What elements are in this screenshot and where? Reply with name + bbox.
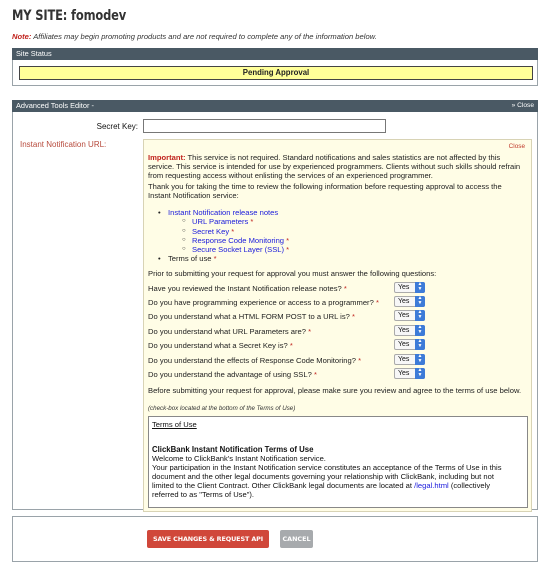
ssl-link[interactable]: Secure Socket Layer (SSL) <box>192 245 285 255</box>
list-item <box>182 245 458 254</box>
terms-of-use-link[interactable]: Terms of Use <box>152 420 197 429</box>
list-item <box>182 227 458 236</box>
thanks-paragraph: Thank you for taking the time to review the following information before requesting approval to access the Instant Notification service: <box>148 182 502 200</box>
secret-key-input[interactable] <box>143 119 386 133</box>
question-text: Do you understand what URL Parameters are? * <box>148 327 312 336</box>
list-item <box>182 236 458 245</box>
important-text: This service is not required. Standard notifications and sales statistics are not affected by this service. This service is intended for use by experienced programmers. Clients without such skills should refrain from requesting access without enlisting the services of an experienced programmer. <box>148 153 521 180</box>
sub-list <box>182 217 458 254</box>
terms-line: referred to as "Terms of Use"). <box>152 490 255 499</box>
question-row <box>148 339 528 351</box>
answer-select[interactable]: Yes ▲ ▼ <box>394 310 425 321</box>
select-arrows-icon: ▲ ▼ <box>415 282 425 293</box>
url-parameters-link[interactable]: URL Parameters <box>192 217 249 227</box>
required-mark: * <box>213 254 217 264</box>
terms-of-use-item: Terms of use <box>168 254 212 264</box>
select-arrows-icon: ▲ ▼ <box>415 354 425 365</box>
before-paragraph: Before submitting your request for approval, please make sure you review and agree to the terms of use below. <box>148 386 522 395</box>
advanced-tools-title: Advanced Tools Editor - <box>16 101 94 110</box>
terms-line: Your participation in the Instant Notification service constitutes an acceptance of the Terms of Use in this <box>152 463 502 472</box>
note-label: Note: <box>12 32 32 41</box>
save-request-api-button[interactable]: SAVE CHANGES & REQUEST API ACCESS <box>147 530 269 548</box>
terms-line: limited to the Client Contract. Other ClickBank legal documents are located at /legal.html (collectively <box>152 481 491 490</box>
secret-key-link[interactable]: Secret Key <box>192 226 230 236</box>
terms-welcome: Welcome to ClickBank's Instant Notification service. <box>152 454 326 463</box>
select-arrows-icon: ▲ ▼ <box>415 325 425 336</box>
response-code-monitoring-link[interactable]: Response Code Monitoring <box>192 235 285 245</box>
question-text: Do you understand what a HTML FORM POST to a URL is? * <box>148 312 355 321</box>
site-status-header <box>12 48 538 60</box>
important-label: Important: <box>148 153 186 162</box>
prior-paragraph: Prior to submitting your request for approval you must answer the following questions: <box>148 269 437 278</box>
select-arrows-icon: ▲ ▼ <box>415 339 425 350</box>
secret-key-label: Secret Key: <box>96 122 138 131</box>
answer-select[interactable]: Yes ▲ ▼ <box>394 296 425 307</box>
instant-notification-info-panel <box>143 139 532 512</box>
question-row <box>148 354 528 366</box>
answer-select[interactable]: Yes ▲ ▼ <box>394 282 425 293</box>
instant-notification-url-label: Instant Notification URL: <box>20 140 107 149</box>
page-title: MY SITE: fomodev <box>12 8 127 24</box>
requirements-list <box>158 208 458 264</box>
list-item <box>158 208 458 254</box>
required-mark: * <box>250 217 254 227</box>
question-row <box>148 368 528 380</box>
question-row <box>148 310 528 322</box>
legal-link[interactable]: /legal.html <box>414 481 449 490</box>
answer-select[interactable]: Yes ▲ ▼ <box>394 354 425 365</box>
select-arrows-icon: ▲ ▼ <box>415 368 425 379</box>
note-text: Affiliates may begin promoting products and are not required to complete any of the information below. <box>33 32 377 41</box>
release-notes-link[interactable]: Instant Notification release notes <box>168 208 279 217</box>
question-row <box>148 325 528 337</box>
list-item <box>182 217 458 226</box>
question-text: Do you understand the effects of Response Code Monitoring? * <box>148 356 362 365</box>
question-text: Do you have programming experience or access to a programmer? * <box>148 298 379 307</box>
close-panel-button[interactable]: » Close <box>511 102 534 109</box>
answer-select[interactable]: Yes ▲ ▼ <box>394 368 425 379</box>
note <box>12 32 377 41</box>
required-mark: * <box>286 245 290 255</box>
cancel-button[interactable]: CANCEL <box>280 530 313 548</box>
terms-line: document and the other legal documents governing your relationship with ClickBank, including but not <box>152 472 494 481</box>
answer-select[interactable]: Yes ▲ ▼ <box>394 325 425 336</box>
terms-of-use-box[interactable] <box>148 416 528 508</box>
terms-heading: ClickBank Instant Notification Terms of Use <box>152 445 314 454</box>
checkbox-note: (check-box located at the bottom of the Terms of Use) <box>148 405 296 412</box>
site-status-title: Site Status <box>16 49 52 58</box>
status-badge: Pending Approval <box>19 66 533 80</box>
required-mark: * <box>286 235 290 245</box>
list-item <box>158 254 458 263</box>
question-text: Do you understand what a Secret Key is? * <box>148 341 293 350</box>
important-paragraph <box>148 153 523 180</box>
advanced-tools-header <box>12 100 538 112</box>
info-close-link[interactable]: Close <box>508 143 525 150</box>
question-text: Do you understand the advantage of using SSL? * <box>148 370 317 379</box>
question-row <box>148 296 528 308</box>
question-text: Have you reviewed the Instant Notification release notes? * <box>148 284 347 293</box>
footer-panel <box>12 516 538 562</box>
select-arrows-icon: ▲ ▼ <box>415 310 425 321</box>
answer-select[interactable]: Yes ▲ ▼ <box>394 339 425 350</box>
required-mark: * <box>231 226 235 236</box>
question-row <box>148 282 528 294</box>
select-arrows-icon: ▲ ▼ <box>415 296 425 307</box>
